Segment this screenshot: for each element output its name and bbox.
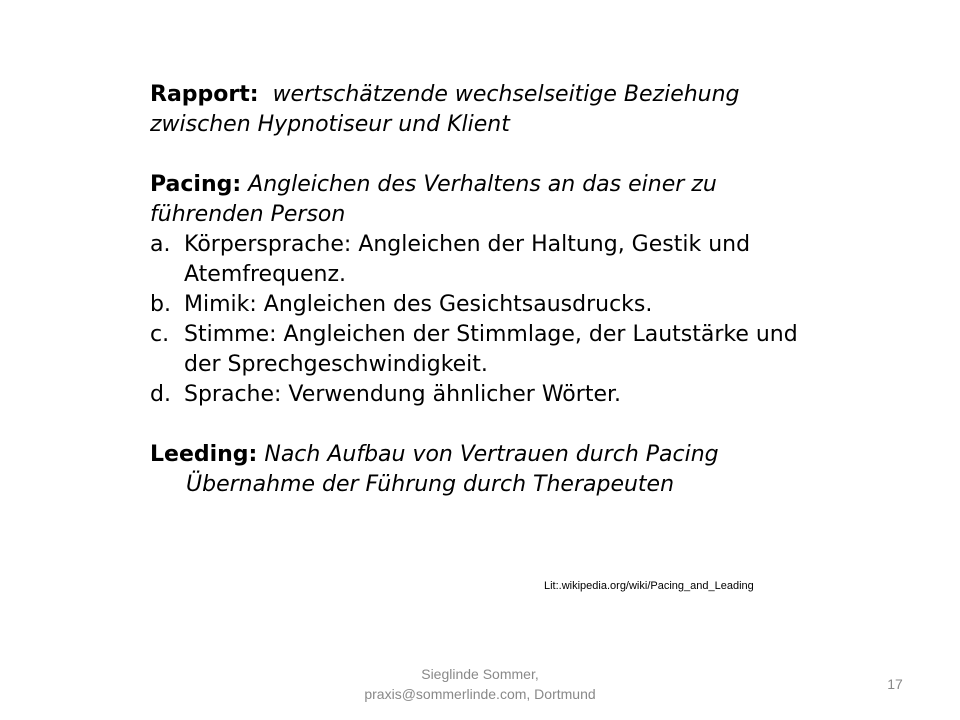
slide-content: [150, 80, 830, 500]
list-item: [150, 290, 830, 320]
list-marker: a.: [150, 232, 171, 257]
pacing-list: [150, 230, 830, 410]
source-citation: Lit:.wikipedia.org/wiki/Pacing_and_Leading: [544, 580, 754, 592]
list-item-text: Mimik: Angleichen des Gesichtsausdrucks.: [184, 292, 653, 317]
list-marker: b.: [150, 292, 171, 317]
pacing-term: Pacing:: [150, 172, 242, 197]
leeding-paragraph-continued: [150, 470, 830, 500]
footer-author: [330, 664, 630, 704]
page-number: 17: [887, 676, 903, 692]
rapport-definition: wertschätzende wechselseitige Beziehung zwischen Hypnotiseur und Klient: [150, 82, 740, 137]
leeding-paragraph: [150, 440, 830, 470]
pacing-definition: Angleichen des Verhaltens an das einer zu führenden Person: [150, 172, 717, 227]
list-marker: c.: [150, 322, 170, 347]
leeding-definition-line2: Übernahme der Führung durch Therapeuten: [186, 472, 675, 497]
list-item-text: Sprache: Verwendung ähnlicher Wörter.: [184, 382, 621, 407]
list-item-text: Körpersprache: Angleichen der Haltung, Gestik und Atemfrequenz.: [184, 232, 751, 287]
list-item: [150, 380, 830, 410]
footer-author-contact: praxis@sommerlinde.com, Dortmund: [364, 686, 596, 702]
leeding-term: Leeding:: [150, 442, 258, 467]
footer-author-name: Sieglinde Sommer,: [421, 666, 539, 682]
list-item: [150, 320, 830, 380]
pacing-paragraph: [150, 170, 830, 230]
rapport-term: Rapport:: [150, 82, 259, 107]
list-item-text: Stimme: Angleichen der Stimmlage, der Lautstärke und der Sprechgeschwindigkeit.: [184, 322, 798, 377]
spacer: [150, 410, 830, 440]
rapport-paragraph: [150, 80, 830, 140]
spacer: [150, 140, 830, 170]
list-marker: d.: [150, 382, 171, 407]
leeding-definition-line1: Nach Aufbau von Vertrauen durch Pacing: [264, 442, 719, 467]
list-item: [150, 230, 830, 290]
